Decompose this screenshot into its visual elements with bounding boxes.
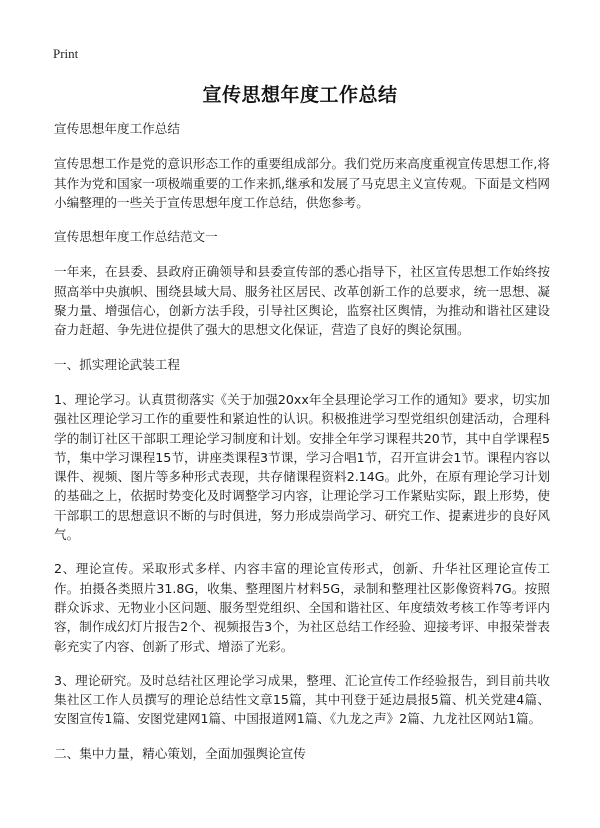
paragraph-intro: 宣传思想工作是党的意识形态工作的重要组成部分。我们党历来高度重视宣传思想工作,将其作为党和国家一项极端重要的工作来抓,继承和发展了马克思主义宣传观。下面是文档网小编整理的一些关于宣传思想年度工作总结，供您参考。 — [54, 156, 550, 210]
paragraph-theory-research: 3、理论研究。及时总结社区理论学习成果，整理、汇论宣传工作经验报告，到目前共收集社区工作人员撰写的理论总结性文章15篇，其中刊登于延边晨报5篇、机关党建4篇、安图宣传1篇、安图党建网1篇、中国报道网1篇、《九龙之声》2篇、九龙社区网站1篇。 — [54, 672, 550, 727]
paragraph-theory-study: 1、理论学习。认真贯彻落实《关于加强20xx年全县理论学习工作的通知》要求，切实加强社区理论学习工作的重要性和紧迫性的认识。积极推进学习型党组织创建活动，合理科学的制订社区干部职工理论学习制度和计划。安排全年学习课程共20节，其中自学课程5节，集中学习课程15节，讲座类课程3节课，学习合唱1节，召开宣讲会1节。课程内容以课件、视频、图片等多种形式表现，共存储课程资料2.14G。此外，在原有理论学习计划的基础之上，依据时势变化及时调整学习内容，让理论学习工作紧贴实际，跟上形势，使干部职工的思想意识不断的与时俱进，努力形成崇尚学习、研究工作、提素进步的良好风气。 — [54, 391, 550, 543]
paragraph-subtitle: 宣传思想年度工作总结 — [54, 121, 180, 136]
paragraph-sample-heading: 宣传思想年度工作总结范文一 — [54, 229, 218, 245]
print-link[interactable]: Print — [53, 46, 79, 61]
document-body — [54, 119, 550, 779]
paragraph-theory-publicity: 2、理论宣传。采取形式多样、内容丰富的理论宣传形式，创新、升华社区理论宣传工作。拍摄各类照片31.8G，收集、整理图片材料5G，录制和整理社区影像资料7G。按照群众诉求、无物业小区问题、服务型党组织、全国和谐社区、年度绩效考核工作等考评内容，制作成幻灯片报告2个、视频报告3个，为社区总结工作经验、迎接考评、申报荣誉表彰充实了内容、创新了形式、增添了光彩。 — [54, 561, 550, 654]
section-heading-1: 一、抓实理论武装工程 — [54, 356, 180, 372]
paragraph-overview: 一年来，在县委、县政府正确领导和县委宣传部的悉心指导下，社区宣传思想工作始终按照高举中央旗帜、围绕县域大局、服务社区居民、改革创新工作的总要求，统一思想、凝聚力量、增强信心，创新方法手段，引导社区舆论，监察社区舆情，为推动和谐社区建设奋力赶超、争先进位提供了强大的思想文化保证，营造了良好的舆论氛围。 — [54, 264, 550, 338]
section-heading-2: 二、集中力量，精心策划，全面加强舆论宣传 — [54, 745, 306, 761]
document-title: 宣传思想年度工作总结 — [202, 84, 398, 106]
